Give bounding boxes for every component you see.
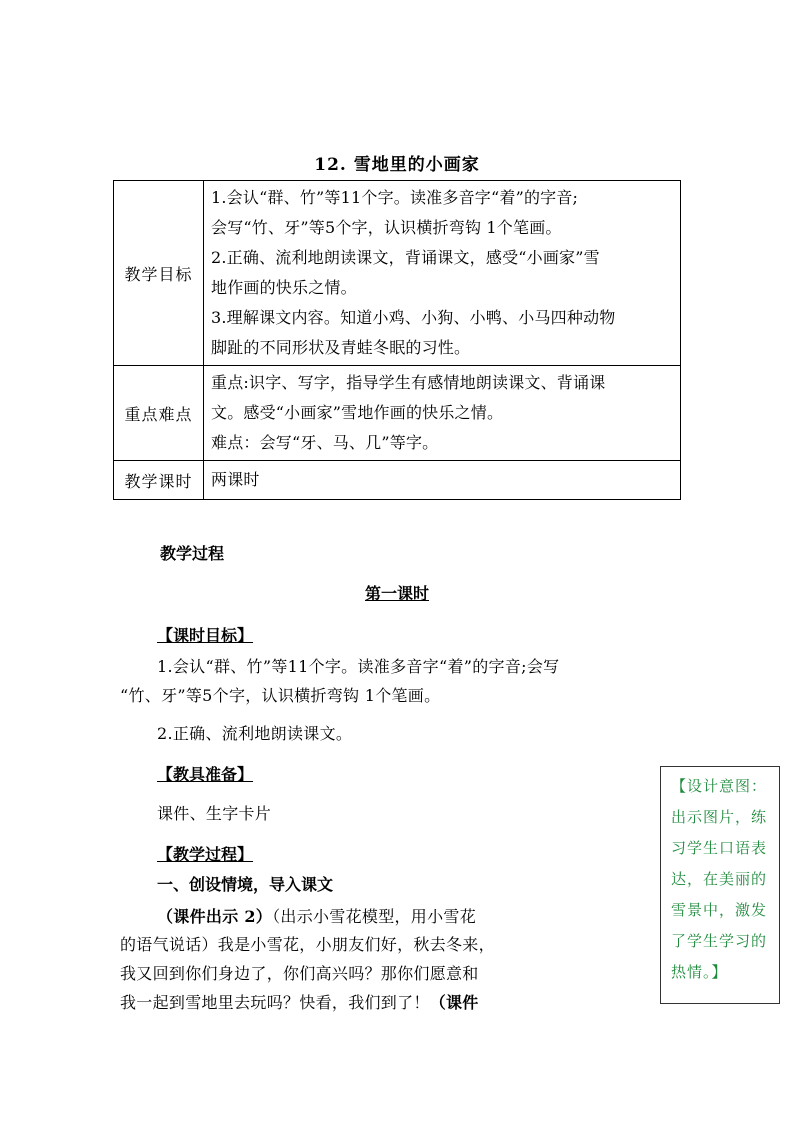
focus-content	[204, 366, 681, 461]
goals-line: 脚趾的不同形状及青蛙冬眠的习性。	[211, 338, 471, 357]
note-line: 习学生口语表	[671, 839, 768, 857]
note-line: 达，在美丽的	[671, 870, 768, 888]
procedure-line: 的语气说话）我是小雪花，小朋友们好，秋去冬来，	[120, 935, 495, 954]
teaching-plan-table	[113, 180, 681, 500]
goals-line: 3.理解课文内容。知道小鸡、小狗、小鸭、小马四种动物	[211, 308, 616, 327]
note-line: 热情。】	[671, 963, 728, 981]
period-goal-line: 2.正确、流利地朗读课文。	[157, 724, 353, 743]
lesson-title: 12. 雪地里的小画家	[314, 155, 480, 175]
goals-line: 2.正确、流利地朗读课文，背诵课文，感受“小画家”雪	[211, 248, 600, 267]
focus-label: 重点难点	[114, 366, 204, 461]
procedure-line	[157, 904, 476, 927]
procedure-line-text: 我一起到雪地里去玩吗？快看，我们到了！	[120, 993, 430, 1012]
materials-heading: 【教具准备】	[157, 765, 254, 784]
design-intent-note	[660, 766, 780, 1004]
period-goal-line: “竹、牙”等5个字，认识横折弯钩 1个笔画。	[120, 686, 441, 705]
period-goal-line: 1.会认“群、竹”等11个字。读准多音字“着”的字音;会写	[157, 657, 560, 676]
table-row-focus	[114, 366, 681, 461]
goals-content	[204, 181, 681, 366]
note-line: 雪景中，激发	[671, 901, 768, 919]
hours-value: 两课时	[211, 470, 260, 489]
first-period-title: 第一课时	[364, 584, 429, 603]
procedure-line	[120, 990, 479, 1013]
goals-label: 教学目标	[114, 181, 204, 366]
goals-line: 会写“竹、牙”等5个字，认识横折弯钩 1个笔画。	[211, 218, 562, 237]
step-one-heading: 一、创设情境，导入课文	[157, 875, 334, 894]
procedure-heading: 【教学过程】	[157, 845, 254, 864]
note-line: 出示图片，练	[671, 808, 768, 826]
hours-label: 教学课时	[114, 461, 204, 500]
procedure-trail: （课件	[429, 993, 479, 1012]
focus-line: 重点:识字、写字，指导学生有感情地朗读课文、背诵课	[211, 373, 606, 392]
focus-line: 难点：会写“牙、马、几”等字。	[211, 433, 439, 452]
focus-line: 文。感受“小画家”雪地作画的快乐之情。	[211, 403, 504, 422]
hours-content	[204, 461, 681, 500]
process-heading: 教学过程	[160, 544, 225, 563]
materials-text: 课件、生字卡片	[157, 804, 272, 823]
table-row-hours	[114, 461, 681, 500]
procedure-lead: （课件出示 2）	[157, 907, 273, 926]
table-row-goals	[114, 181, 681, 366]
period-goals-heading: 【课时目标】	[157, 626, 254, 645]
procedure-line: 我又回到你们身边了，你们高兴吗？那你们愿意和	[120, 964, 479, 983]
procedure-line-text: （出示小雪花模型，用小雪花	[272, 907, 477, 926]
note-line: 【设计意图：	[671, 777, 768, 795]
note-line: 了学生学习的	[671, 932, 768, 950]
goals-line: 地作画的快乐之情。	[211, 278, 357, 297]
goals-line: 1.会认“群、竹”等11个字。读准多音字“着”的字音;	[211, 188, 579, 207]
